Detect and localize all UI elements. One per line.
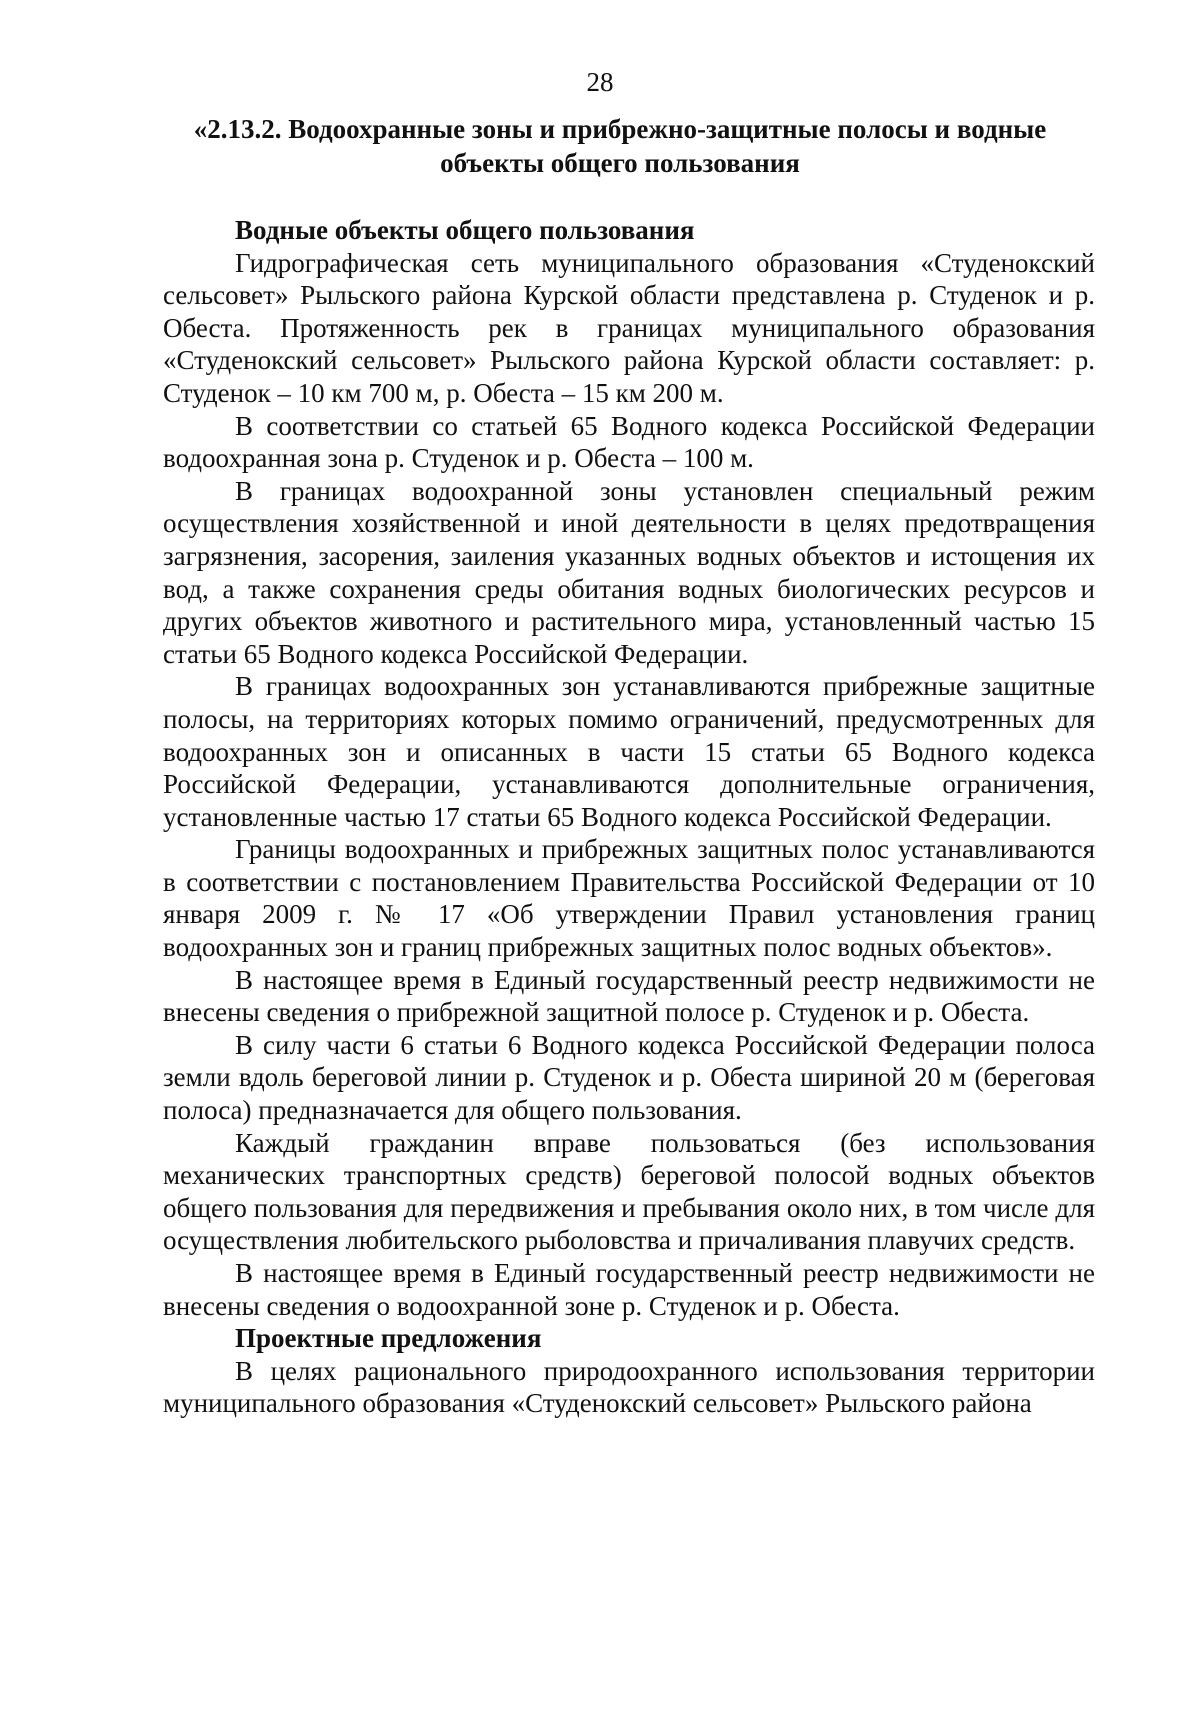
paragraph-special-regime: В границах водоохранной зоны установлен специальный режим осуществления хозяйственной и иной деятельности в целях предотвращения загрязнения, засорения, заиления указанных водных объектов и истощения их вод, а также сохранения среды обитания водных биологических ресурсов и других объектов животного и растительного мира, установленный частью 15 статьи 65 Водного кодекса Российской Федерации. — [163, 475, 1095, 669]
paragraph-project-proposals: В целях рационального природоохранного использования территории муниципального образования «Студенокский сельсовет» Рыльского района — [163, 1355, 1095, 1419]
paragraph-hydrographic-network: Гидрографическая сеть муниципального образования «Студенокский сельсовет» Рыльского района Курской области представлена р. Студенок и р. Обеста. Протяженность рек в границах муниципального образования «Студенокский сельсовет» Рыльского района Курской области составляет: р. Студенок – 10 км 700 м, р. Обеста – 15 км 200 м. — [163, 247, 1095, 408]
paragraph-coastal-protective-strips: В границах водоохранных зон устанавливаются прибрежные защитные полосы, на территориях которых помимо ограничений, предусмотренных для водоохранных зон и описанных в части 15 статьи 65 Водного кодекса Российской Федерации, устанавливаются дополнительные ограничения, установленные частью 17 статьи 65 Водного кодекса Российской Федерации. — [163, 671, 1095, 832]
paragraph-water-protection-zone-width: В соответствии со статьей 65 Водного кодекса Российской Федерации водоохранная зона р. Студенок и р. Обеста – 100 м. — [163, 410, 1095, 474]
paragraph-shoreline-strip: В силу части 6 статьи 6 Водного кодекса Российской Федерации полоса земли вдоль береговой линии р. Студенок и р. Обеста шириной 20 м (береговая полоса) предназначается для общего пользования. — [163, 1029, 1095, 1126]
paragraph-boundaries-decree: Границы водоохранных и прибрежных защитных полос устанавливаются в соответствии с постановлением Правительства Российской Федерации от 10 января 2009 г. № 17 «Об утверждении Правил установления границ водоохранных зон и границ прибрежных защитных полос водных объектов». — [163, 834, 1095, 963]
paragraph-registry-water-zone: В настоящее время в Единый государственный реестр недвижимости не внесены сведения о водоохранной зоне р. Студенок и р. Обеста. — [163, 1258, 1095, 1321]
page-number: 28 — [586, 67, 614, 97]
subheading-public-water-bodies: Водные объекты общего пользования — [235, 215, 695, 245]
paragraph-registry-coastal-strip: В настоящее время в Единый государственный реестр недвижимости не внесены сведения о прибрежной защитной полосе р. Студенок и р. Обеста. — [163, 964, 1095, 1028]
document-body — [163, 214, 1095, 1420]
subheading-project-proposals: Проектные предложения — [235, 1323, 542, 1354]
section-title: «2.13.2. Водоохранные зоны и прибрежно-защитные полосы и водные объекты общего пользования — [193, 114, 1047, 178]
paragraph-citizen-rights: Каждый гражданин вправе пользоваться (без использования механических транспортных средств) береговой полосой водных объектов общего пользования для передвижения и пребывания около них, в том числе для осуществления любительского рыболовства и причаливания плавучих средств. — [163, 1127, 1095, 1256]
